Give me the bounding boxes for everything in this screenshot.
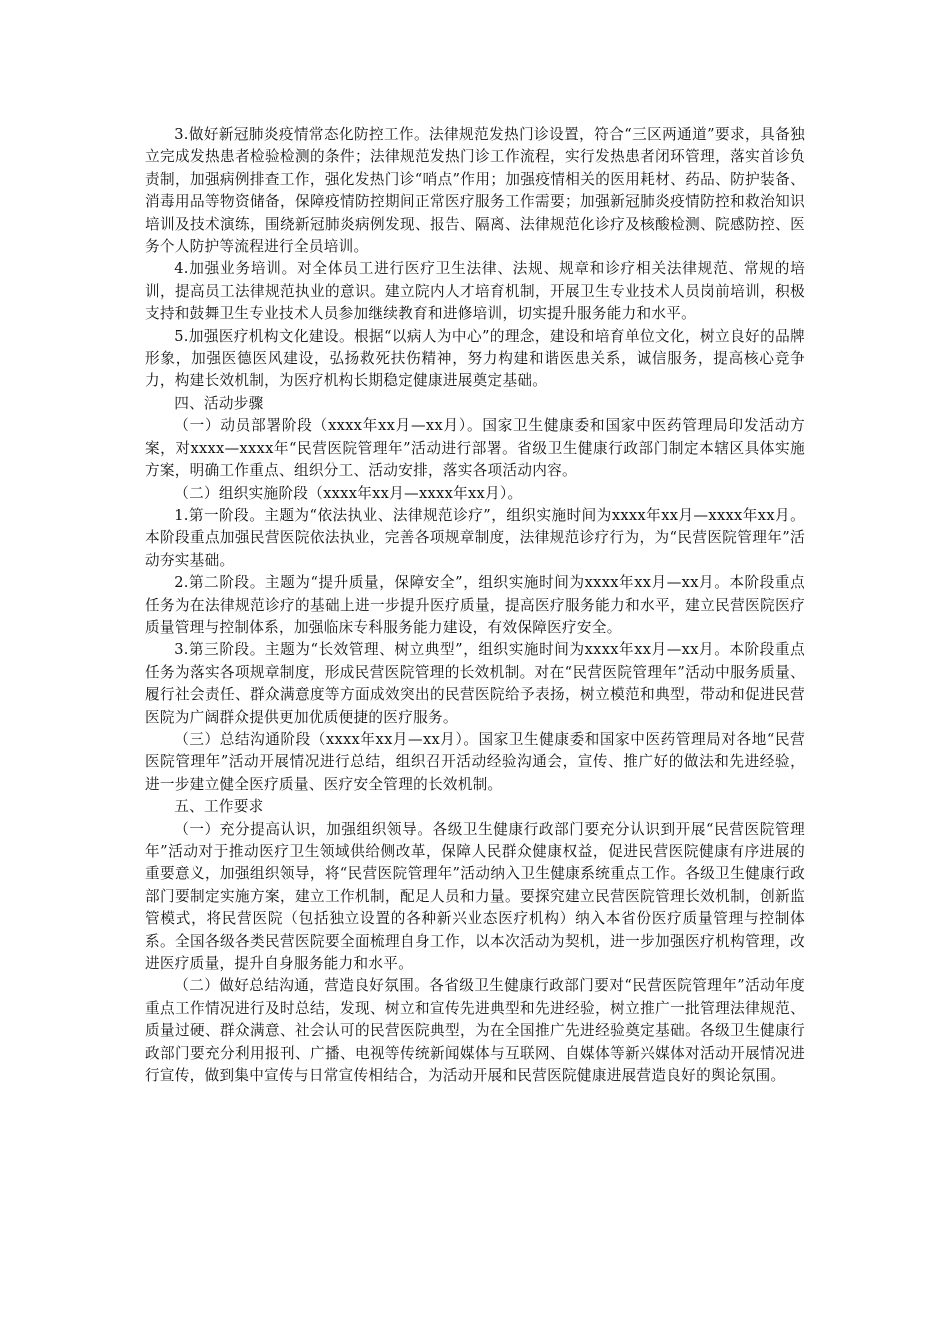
- paragraph-phase-one: 1.第一阶段。主题为“依法执业、法律规范诊疗”，组织实施时间为xxxx年xx月—xxxx年xx月。本阶段重点加强民营医院依法执业，完善各项规章制度，法律规范诊疗行为，为“民营医院管理年”活动夯实基础。: [145, 506, 805, 569]
- paragraph-implementation-stage: （二）组织实施阶段（xxxx年xx月—xxxx年xx月）。: [174, 484, 523, 502]
- document-page: [145, 124, 805, 1087]
- paragraph-phase-two: 2.第二阶段。主题为“提升质量，保障安全”，组织实施时间为xxxx年xx月—xx月。本阶段重点任务为在法律规范诊疗的基础上进一步提升医疗质量，提高医疗服务能力和水平，建立民营医院医疗质量管理与控制体系，加强临床专科服务能力建设，有效保障医疗安全。: [145, 574, 805, 636]
- paragraph-summary-stage: （三）总结沟通阶段（xxxx年xx月—xx月）。国家卫生健康委和国家中医药管理局对各地“民营医院管理年”活动开展情况进行总结，组织召开活动经验沟通会，宣传、推广好的做法和先进经验，进一步建立健全医疗质量、医疗安全管理的长效机制。: [145, 730, 805, 793]
- paragraph-culture-building: 5.加强医疗机构文化建设。根据“以病人为中心”的理念，建设和培育单位文化，树立良好的品牌形象，加强医德医风建设，弘扬救死扶伤精神，努力构建和谐医患关系，诚信服务，提高核心竞争力，构建长效机制，为医疗机构长期稳定健康进展奠定基础。: [145, 327, 805, 390]
- paragraph-mobilization-stage: （一）动员部署阶段（xxxx年xx月—xx月）。国家卫生健康委和国家中医药管理局印发活动方案，对xxxx—xxxx年“民营医院管理年”活动进行部署。省级卫生健康行政部门制定本辖区具体实施方案，明确工作重点、组织分工、活动安排，落实各项活动内容。: [145, 417, 805, 480]
- paragraph-organizational-leadership: （一）充分提高认识，加强组织领导。各级卫生健康行政部门要充分认识到开展“民营医院管理年”活动对于推动医疗卫生领域供给侧改革，保障人民群众健康权益，促进民营医院健康有序进展的重要意义，加强组织领导，将“民营医院管理年”活动纳入卫生健康系统重点工作。各级卫生健康行政部门要制定实施方案，建立工作机制，配足人员和力量。要探究建立民营医院管理长效机制，创新监管模式，将民营医院（包括独立设置的各种新兴业态医疗机构）纳入本省份医疗质量管理与控制体系。全国各级各类民营医院要全面梳理自身工作，以本次活动为契机，进一步加强医疗机构管理，改进医疗质量，提升自身服务能力和水平。: [145, 820, 805, 973]
- paragraph-phase-three: 3.第三阶段。主题为“长效管理、树立典型”，组织实施时间为xxxx年xx月—xx月。本阶段重点任务为落实各项规章制度，形成民营医院管理的长效机制。对在“民营医院管理年”活动中服务质量、履行社会责任、群众满意度等方面成效突出的民营医院给予表扬，树立模范和典型，带动和促进民营医院为广阔群众提供更加优质便捷的医疗服务。: [145, 641, 805, 726]
- section-heading-activity-steps: 四、活动步骤: [174, 394, 264, 412]
- paragraph-summary-communication: （二）做好总结沟通，营造良好氛围。各省级卫生健康行政部门要对“民营医院管理年”活动年度重点工作情况进行及时总结，发现、树立和宣传先进典型和先进经验，树立推广一批管理法律规范、质量过硬、群众满意、社会认可的民营医院典型，为在全国推广先进经验奠定基础。各级卫生健康行政部门要充分利用报刊、广播、电视等传统新闻媒体与互联网、自媒体等新兴媒体对活动开展情况进行宣传，做到集中宣传与日常宣传相结合，为活动开展和民营医院健康进展营造良好的舆论氛围。: [145, 977, 805, 1085]
- paragraph-epidemic-prevention: 3.做好新冠肺炎疫情常态化防控工作。法律规范发热门诊设置，符合“三区两通道”要求，具备独立完成发热患者检验检测的条件；法律规范发热门诊工作流程，实行发热患者闭环管理，落实首诊负责制，加强病例排查工作，强化发热门诊“哨点”作用；加强疫情相关的医用耗材、药品、防护装备、消毒用品等物资储备，保障疫情防控期间正常医疗服务工作需要；加强新冠肺炎疫情防控和救治知识培训及技术演练，围绕新冠肺炎病例发现、报告、隔离、法律规范化诊疗及核酸检测、院感防控、医务个人防护等流程进行全员培训。: [145, 126, 805, 256]
- section-heading-work-requirements: 五、工作要求: [174, 798, 264, 816]
- paragraph-business-training: 4.加强业务培训。对全体员工进行医疗卫生法律、法规、规章和诊疗相关法律规范、常规的培训，提高员工法律规范执业的意识。建立院内人才培育机制，开展卫生专业技术人员岗前培训，积极支持和鼓舞卫生专业技术人员参加继续教育和进修培训，切实提升服务能力和水平。: [145, 260, 805, 323]
